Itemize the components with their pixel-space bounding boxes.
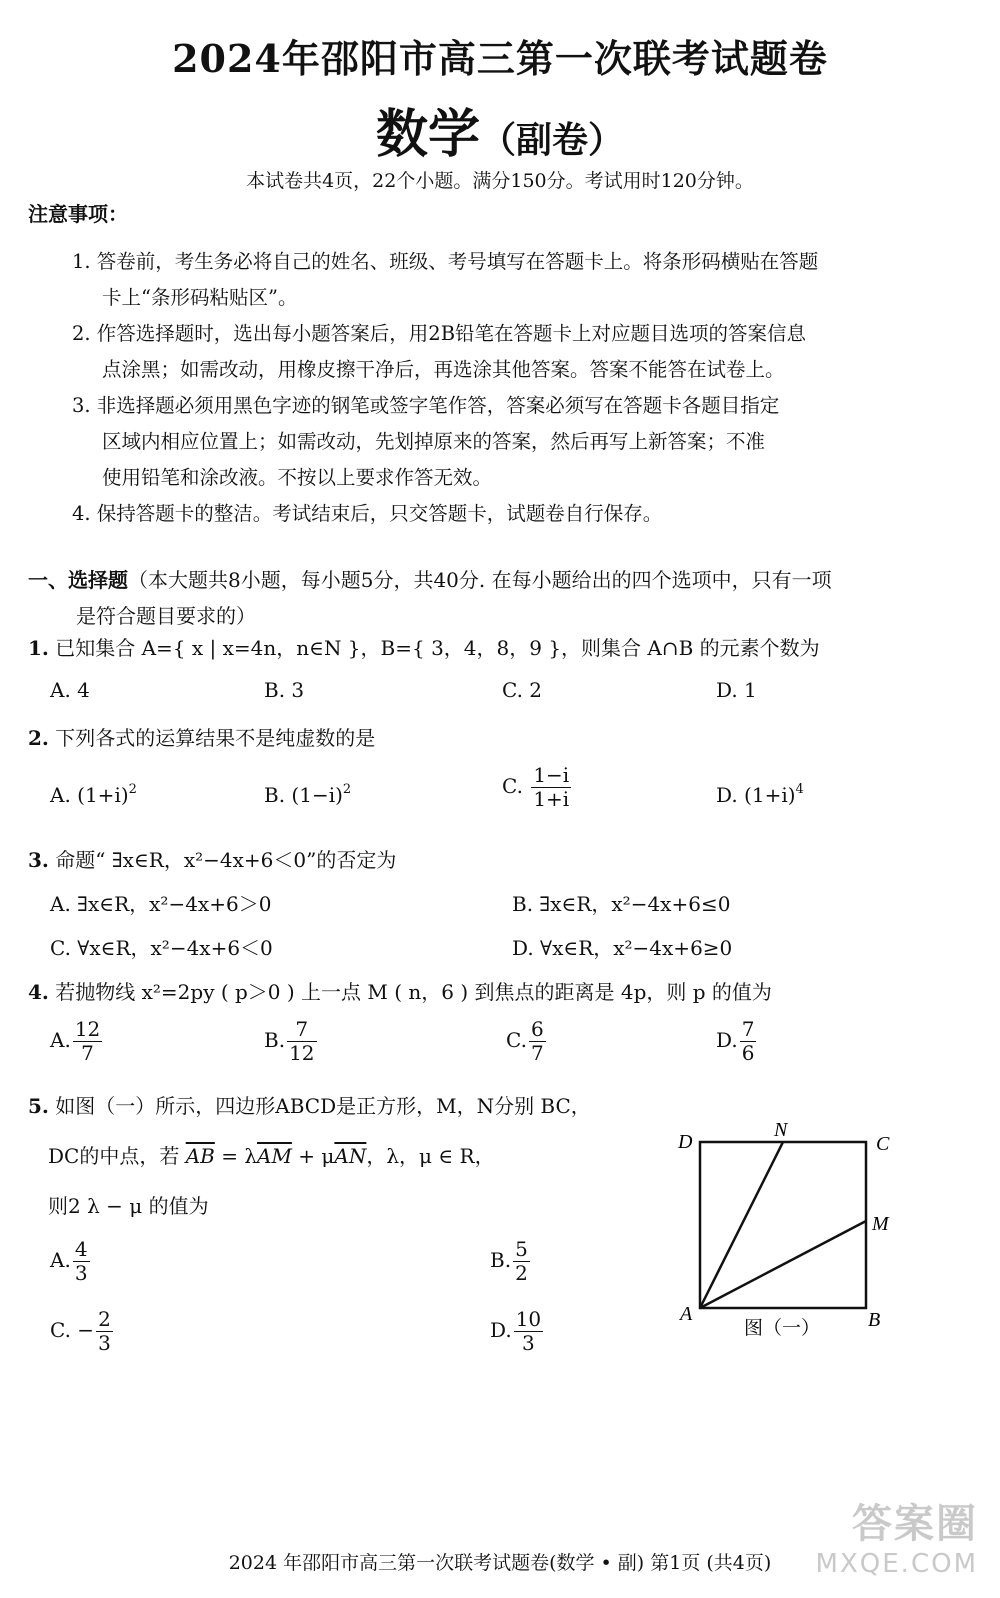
label-m: M: [872, 1213, 889, 1235]
q2-option-d: D. $(1+i)^4$: [716, 782, 804, 807]
label-c: C: [876, 1133, 890, 1155]
q2-c-fraction: $\frac{1-i}{1+i}$: [533, 763, 570, 811]
watermark-url: MXQE.COM: [815, 1549, 978, 1579]
question-5-line-1: 如图（一）所示，四边形ABCD是正方形，M，N分别 BC，: [55, 1094, 591, 1118]
exam-info: 本试卷共4页，22个小题。满分150分。考试用时120分钟。: [246, 170, 754, 192]
notice-item-2: 2. 作答选择题时，选出每小题答案后，用2B铅笔在答题卡上对应题目选项的答案信息 点涂黑；如需改动，用橡皮擦干净后，再选涂其他答案。答案不能答在试卷上。: [72, 322, 807, 381]
q4-option-d: D. $\frac{7}{6}$: [716, 1017, 755, 1065]
question-4: 4. 若抛物线 x²=2py ( p＞0 ) 上一点 M ( n，6 ) 到焦点的距离是 4p，则 p 的值为: [28, 980, 772, 1004]
subject-name: 数学: [375, 104, 480, 165]
q3-option-d: D. ∀x∈R，x²−4x+6≥0: [512, 936, 733, 960]
q2-option-a: A. $(1+i)^2$: [50, 782, 137, 807]
notice-item-3: 3. 非选择题必须用黑色字迹的钢笔或签字笔作答，答案必须写在答题卡各题目指定 区域内相应位置上；如需改动，先划掉原来的答案，然后再写上新答案；不准 使用铅笔和涂改液。不按以上要求作答无效。: [72, 394, 780, 489]
segment-an: [700, 1142, 783, 1308]
subject-title: [0, 92, 1000, 167]
label-b: B: [868, 1309, 881, 1331]
variant-label: （副卷）: [480, 119, 625, 161]
section-desc-cont: 是符合题目要求的）: [76, 604, 256, 628]
label-n: N: [774, 1119, 788, 1141]
square-abcd: [700, 1142, 866, 1308]
q1-option-d: D. 1: [716, 678, 757, 702]
q5-option-a: A. $\frac{4}{3}$: [50, 1237, 88, 1285]
q1-option-a: A. 4: [50, 678, 90, 702]
page-footer: 2024 年邵阳市高三第一次联考试题卷(数学 • 副) 第1页 (共4页): [228, 1552, 772, 1574]
q4-option-c: C. $\frac{6}{7}$: [506, 1017, 544, 1065]
question-4-text: 若抛物线 x²=2py ( p＞0 ) 上一点 M ( n，6 ) 到焦点的距离是 4p，则 p 的值为: [55, 980, 772, 1004]
q3-option-b: B. ∃x∈R，x²−4x+6≤0: [512, 892, 731, 916]
section-heading: [28, 564, 832, 593]
q1-option-c: C. 2: [502, 678, 543, 702]
notice-heading: 注意事项：: [28, 202, 128, 226]
question-3: 3. 命题“ ∃x∈R，x²−4x+6＜0”的否定为: [28, 848, 397, 872]
q1-option-b: B. 3: [264, 678, 305, 702]
exam-title: 2024年邵阳市高三第一次联考试题卷: [172, 36, 828, 81]
watermark-logo: 答案圈: [852, 1501, 978, 1547]
notice-item-4: 4. 保持答题卡的整洁。考试结束后，只交答题卡，试题卷自行保存。: [72, 502, 663, 525]
question-5-line-3: 则2 λ − μ 的值为: [48, 1194, 209, 1218]
question-5: 5. 如图（一）所示，四边形ABCD是正方形，M，N分别 BC，: [28, 1094, 591, 1118]
q4-option-a: A. $\frac{12}{7}$: [50, 1017, 101, 1065]
watermark: [816, 1492, 978, 1579]
q4-option-b: B. $\frac{7}{12}$: [264, 1017, 315, 1065]
question-1-text: 已知集合 A={ x | x=4n，n∈N }，B={ 3，4，8，9 }，则集合 A∩B 的元素个数为: [55, 636, 820, 660]
question-1: 1. 已知集合 A={ x | x=4n，n∈N }，B={ 3，4，8，9 }，则集合 A∩B 的元素个数为: [28, 636, 820, 660]
question-2-text: 下列各式的运算结果不是纯虚数的是: [55, 726, 376, 750]
q5-option-b: B. $\frac{5}{2}$: [490, 1237, 528, 1285]
figure-caption: 图（一）: [744, 1318, 821, 1339]
q3-option-a: A. ∃x∈R，x²−4x+6＞0: [50, 892, 272, 916]
q3-option-c: C. ∀x∈R，x²−4x+6＜0: [50, 936, 273, 960]
segment-am: [700, 1221, 866, 1308]
label-a: A: [680, 1303, 693, 1325]
q2-option-c: C. $\frac{1-i}{1+i}$: [502, 763, 570, 811]
question-5-line-2: DC的中点，若 $\overline{AB} = \lambda\overline{AM} + \mu\overline{AN}$，λ，μ ∈ R，: [48, 1144, 495, 1168]
q2-option-b: B. $(1-i)^2$: [264, 782, 352, 807]
section-label: 一、选择题: [28, 568, 128, 592]
notice-item-1: 1. 答卷前，考生务必将自己的姓名、班级、考号填写在答题卡上。将条形码横贴在答题 卡上“条形码粘贴区”。: [72, 250, 819, 309]
label-d: D: [678, 1131, 693, 1153]
question-3-text: 命题“ ∃x∈R，x²−4x+6＜0”的否定为: [55, 848, 397, 872]
q5-option-d: D. $\frac{10}{3}$: [490, 1307, 542, 1355]
square-figure: [660, 1110, 920, 1350]
section-desc: （本大题共8小题，每小题5分，共40分. 在每小题给出的四个选项中，只有一项: [128, 568, 832, 592]
q5-option-c: C. − $\frac{2}{3}$: [50, 1307, 111, 1355]
question-2: 2. 下列各式的运算结果不是纯虚数的是: [28, 726, 376, 750]
